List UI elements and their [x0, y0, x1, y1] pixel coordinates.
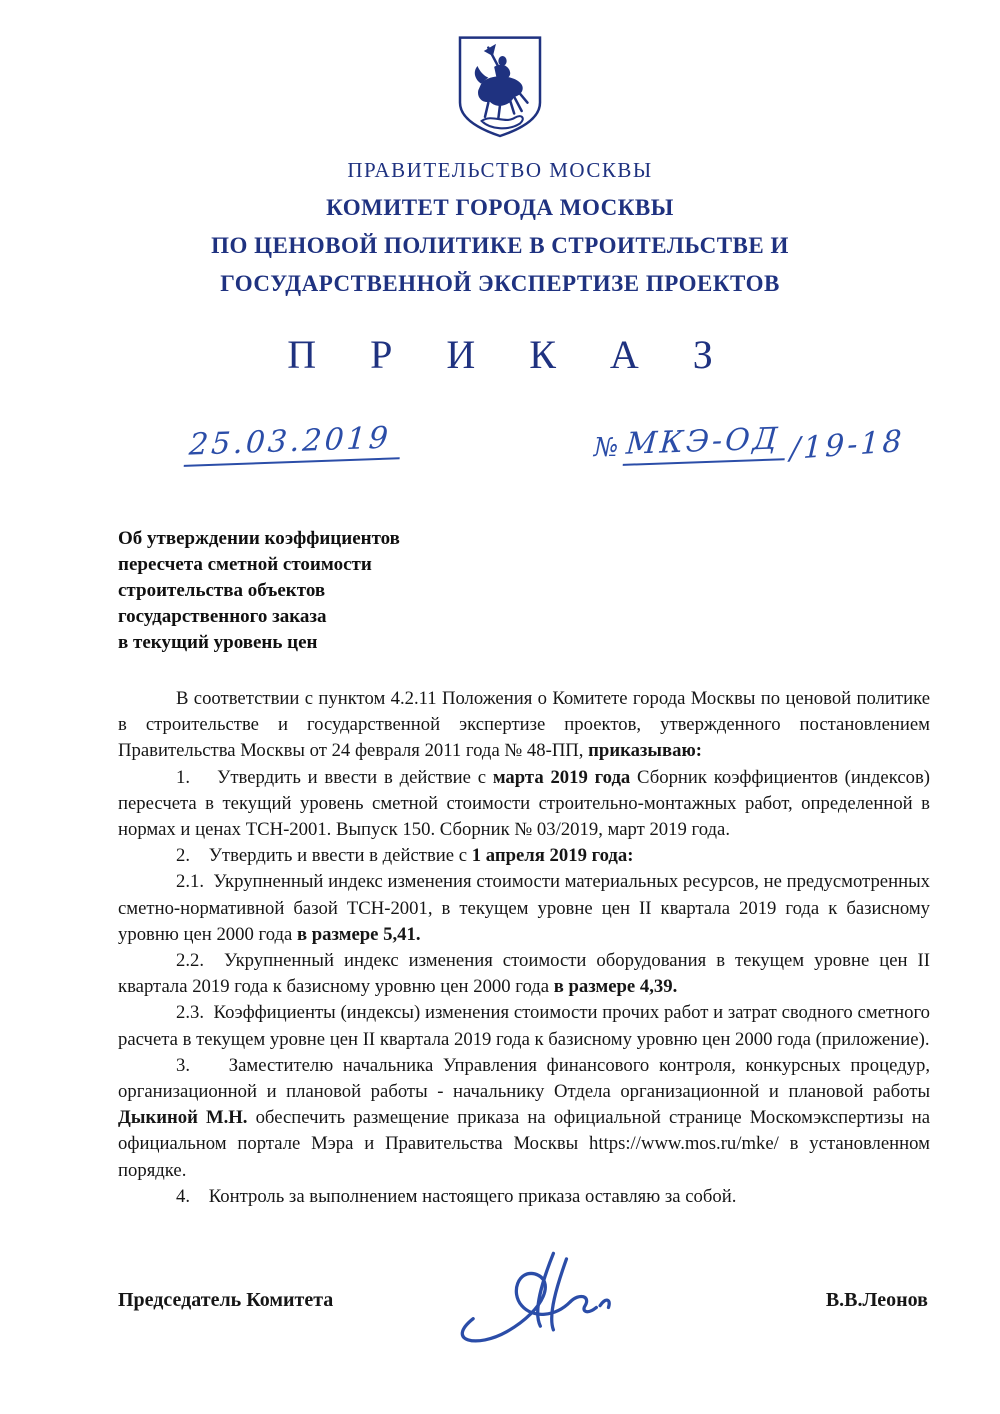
letterhead: [0, 0, 1000, 378]
order-number: [593, 421, 906, 467]
moscow-coat-of-arms-icon: [450, 26, 550, 146]
signature-block: [118, 1244, 928, 1356]
body-paragraph-item2-3: 2.3. Коэффициенты (индексы) изменения стоимости прочих работ и затрат сводного сметного расчета в текущем уровне цен II квартала 2019 года к базисному уровню цен 2000 года (приложение).: [118, 1002, 930, 1050]
body-paragraph-item1: 1. Утвердить и ввести в действие с марта 2019 года Сборник коэффициентов (индексов) пересчета в текущий уровень сметной стоимости строительно-монтажных работ, определенной в нормах и ценах ТСН-2001. Выпуск 150. Сборник № 03/2019, март 2019 года.: [118, 766, 931, 841]
signer-name: В.В.Леонов: [825, 1288, 928, 1311]
subject-line: государственного заказа: [118, 606, 327, 627]
handwritten-number-suffix: /19-18: [789, 423, 906, 467]
committee-name: [0, 189, 1000, 303]
body-paragraph-item4: 4. Контроль за выполнением настоящего приказа оставляю за собой.: [176, 1185, 737, 1207]
handwritten-date: 25.03.2019: [184, 420, 402, 467]
order-subject: [118, 526, 538, 656]
committee-name-line3: ГОСУДАРСТВЕННОЙ ЭКСПЕРТИЗЕ ПРОЕКТОВ: [220, 271, 780, 296]
body-paragraph-item2-2: 2.2. Укрупненный индекс изменения стоимости оборудования в текущем уровне цен II квартала 2019 года к базисному уровню цен 2000 года в размере 4,39.: [118, 950, 930, 998]
subject-line: Об утверждении коэффициентов: [118, 528, 400, 549]
date-number-row: [185, 420, 906, 476]
signature-autograph: [430, 1244, 660, 1356]
committee-name-line1: КОМИТЕТ ГОРОДА МОСКВЫ: [326, 195, 674, 220]
body-paragraph-item2: 2. Утвердить и ввести в действие с 1 апреля 2019 года:: [176, 845, 634, 867]
body-paragraph-item2-1: 2.1. Укрупненный индекс изменения стоимости материальных ресурсов, не предусмотренных сметно-нормативной базой ТСН-2001, в текущем уровне цен II квартала 2019 года к базисному уровню цен 2000 года в размере 5,41.: [118, 871, 930, 945]
order-body: [118, 686, 930, 1210]
body-paragraph-item3: 3. Заместителю начальника Управления финансового контроля, конкурсных процедур, организационной и плановой работы - начальнику Отдела организационной и плановой работы Дыкиной М.Н. обеспечить размещение приказа на официальной странице Москомэкспертизы на официальном портале Мэра и Правительства Москвы https://www.mos.ru/mke/ в установленном порядке.: [118, 1054, 930, 1181]
body-paragraph-intro: В соответствии с пунктом 4.2.11 Положения о Комитете города Москвы по ценовой политике в строительстве и государственной экспертизе проектов, утвержденного постановлением Правительства Москвы от 24 февраля 2011 года № 48-ПП, приказываю:: [118, 688, 930, 762]
government-name: ПРАВИТЕЛЬСТВО МОСКВЫ: [347, 158, 653, 182]
subject-line: пересчета сметной стоимости: [118, 554, 372, 575]
number-sign: №: [593, 433, 619, 463]
signer-position: Председатель Комитета: [118, 1288, 334, 1311]
subject-line: строительства объектов: [118, 580, 326, 601]
document-type-title: П Р И К А З: [287, 332, 735, 377]
handwritten-number-index: МКЭ-ОД: [623, 421, 788, 466]
subject-line: в текущий уровень цен: [118, 632, 318, 653]
committee-name-line2: ПО ЦЕНОВОЙ ПОЛИТИКЕ В СТРОИТЕЛЬСТВЕ И: [211, 233, 789, 258]
